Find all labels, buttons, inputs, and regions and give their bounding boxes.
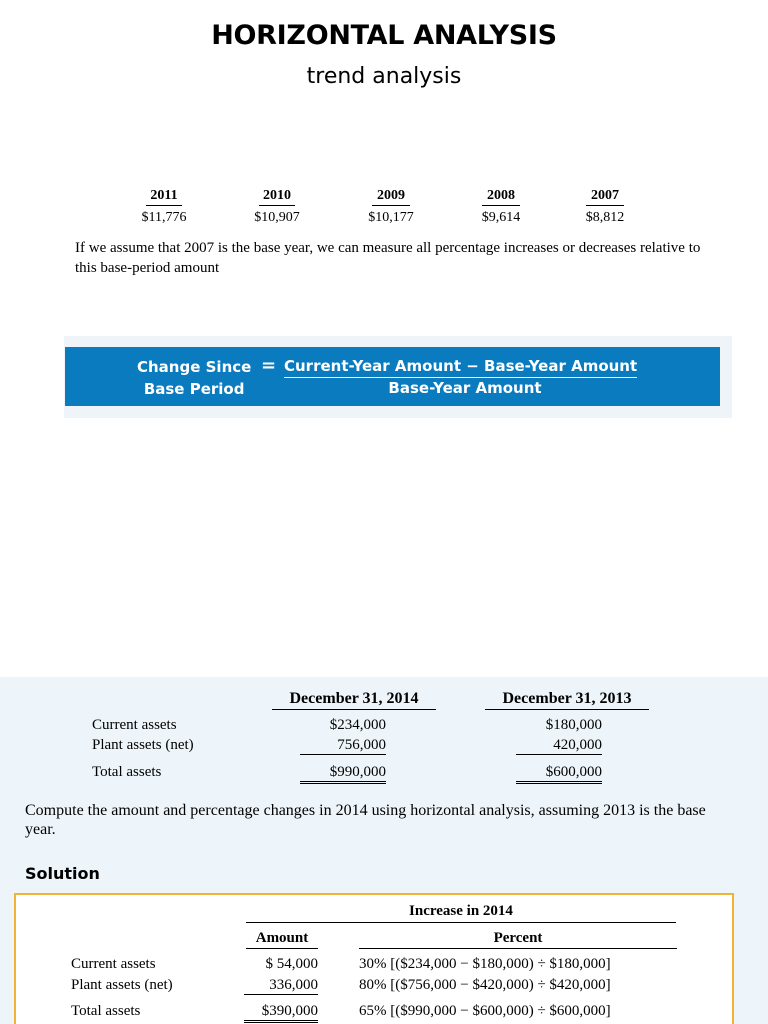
solution-amount: 336,000: [244, 977, 318, 995]
formula-numerator: Current-Year Amount − Base-Year Amount: [284, 356, 637, 378]
solution-amount: $390,000: [244, 1003, 318, 1023]
formula-left: [137, 356, 251, 400]
year-value: $8,812: [585, 210, 625, 225]
solution-group-header: Increase in 2014: [246, 903, 676, 923]
balance-header-2014: December 31, 2014: [272, 690, 436, 710]
year-value: $9,614: [481, 210, 521, 225]
balance-value-2014: $234,000: [329, 717, 386, 733]
solution-row-label: Total assets: [71, 1003, 141, 1019]
year-header: 2008: [482, 188, 520, 206]
balance-value-2013: $180,000: [545, 717, 602, 733]
formula-banner: [65, 347, 720, 406]
formula-left-line1: Change Since: [137, 358, 252, 376]
balance-value-2014: 756,000: [300, 737, 386, 755]
balance-value-2014: $990,000: [300, 764, 386, 784]
formula-denominator: Base-Year Amount: [388, 379, 542, 397]
solution-amount: $ 54,000: [265, 956, 318, 972]
page-title: HORIZONTAL ANALYSIS: [211, 20, 557, 51]
solution-amount-header: Amount: [246, 930, 318, 949]
balance-row-label: Current assets: [92, 717, 177, 733]
year-header: 2011: [146, 188, 182, 206]
year-value: $10,907: [254, 210, 300, 225]
formula-equals: =: [261, 355, 277, 376]
balance-header-2013: December 31, 2013: [485, 690, 649, 710]
year-header: 2007: [586, 188, 624, 206]
solution-percent: 30% [($234,000 − $180,000) ÷ $180,000]: [359, 956, 611, 972]
compute-instruction: Compute the amount and percentage changes in 2014 using horizontal analysis, assuming 2013 is the base year.: [25, 802, 706, 838]
solution-percent: 65% [($990,000 − $600,000) ÷ $600,000]: [359, 1003, 611, 1019]
solution-percent: 80% [($756,000 − $420,000) ÷ $420,000]: [359, 977, 611, 993]
solution-percent-header: Percent: [359, 930, 677, 949]
formula-left-line2: Base Period: [143, 380, 245, 398]
year-value: $10,177: [368, 210, 414, 225]
balance-row-label: Plant assets (net): [92, 737, 194, 753]
balance-value-2013: $600,000: [516, 764, 602, 784]
solution-box: [14, 893, 734, 1024]
page-subtitle: trend analysis: [306, 64, 462, 89]
year-header: 2009: [372, 188, 410, 206]
solution-row-label: Current assets: [71, 956, 156, 972]
balance-value-2013: 420,000: [516, 737, 602, 755]
year-value: $11,776: [141, 210, 187, 225]
solution-row-label: Plant assets (net): [71, 977, 173, 993]
balance-row-label: Total assets: [92, 764, 162, 780]
year-header: 2010: [259, 188, 295, 206]
intro-text: If we assume that 2007 is the base year, we can measure all percentage increases or decreases relative to this base-period amount: [75, 240, 701, 276]
solution-heading: Solution: [25, 864, 100, 883]
